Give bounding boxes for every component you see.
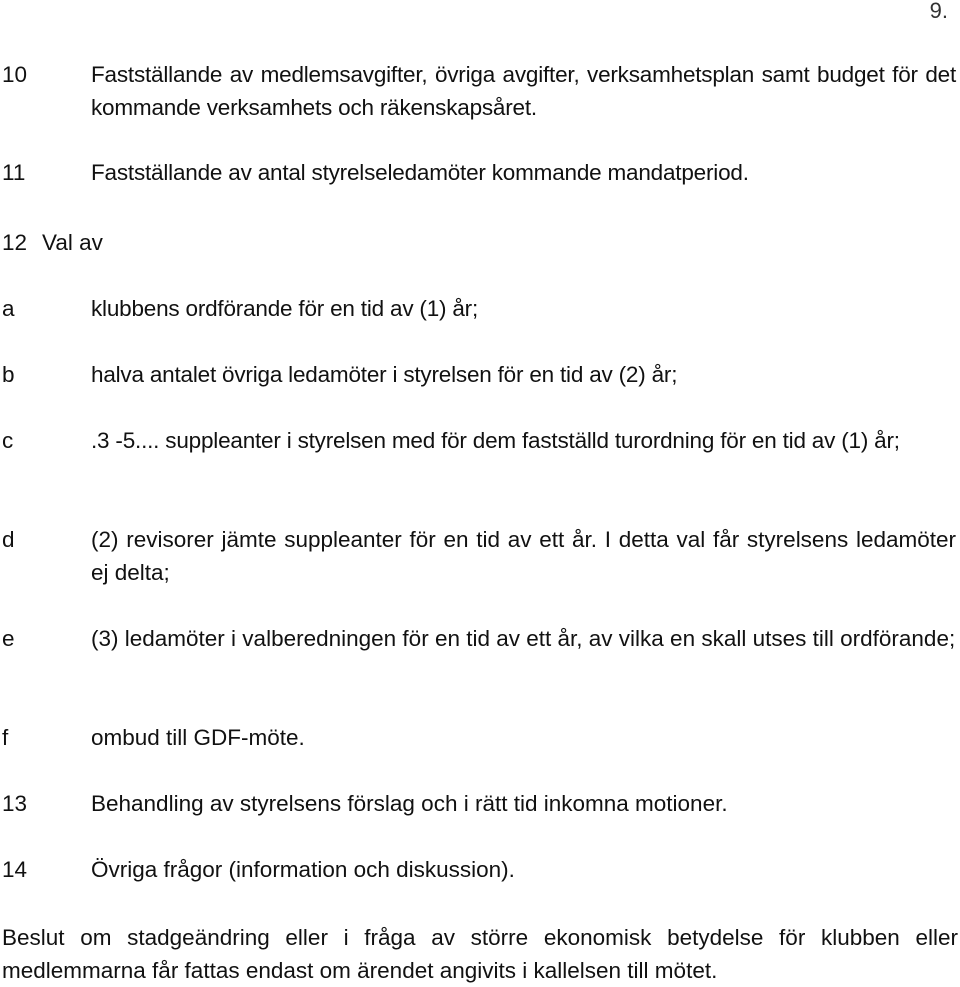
page-number: 9. <box>929 0 948 23</box>
item-letter: b <box>2 362 15 387</box>
item-letter: c <box>2 428 14 453</box>
item-number: 10 <box>2 62 28 87</box>
item-text: klubbens ordförande för en tid av (1) år; <box>91 296 479 321</box>
item-text: (2) revisorer jämte suppleanter för en tid av ett år. I detta val får styrelsens ledamöter ej delta; <box>91 527 956 585</box>
item-text: Fastställande av medlemsavgifter, övriga avgifter, verksamhetsplan samt budget för det kommande verksamhets och räkenskapsåret. <box>91 62 956 120</box>
item-text: Övriga frågor (information och diskussion). <box>91 857 515 882</box>
item-text: ombud till GDF-möte. <box>91 725 305 750</box>
item-text: halva antalet övriga ledamöter i styrelsen för en tid av (2) år; <box>91 362 678 387</box>
item-letter: f <box>2 725 9 750</box>
item-text: .3 -5.... suppleanter i styrelsen med för dem fastställd turordning för en tid av (1) år; <box>91 428 900 453</box>
item-number: 13 <box>2 791 28 816</box>
item-text: Behandling av styrelsens förslag och i rätt tid inkomna motioner. <box>91 791 728 816</box>
item-text: (3) ledamöter i valberedningen för en tid av ett år, av vilka en skall utses till ordförande; <box>91 626 956 651</box>
item-number: 11 <box>2 160 26 185</box>
item-letter: d <box>2 527 15 552</box>
item-number: 14 <box>2 857 28 882</box>
item-text: Val av <box>42 230 103 255</box>
closing-paragraph: Beslut om stadgeändring eller i fråga av större ekonomisk betydelse för klubben eller medlemmarna får fattas endast om ärendet angivits i kallelsen till mötet. <box>2 925 958 983</box>
item-text: Fastställande av antal styrelseledamöter kommande mandatperiod. <box>91 160 749 185</box>
item-number: 12 <box>2 230 28 255</box>
item-letter: a <box>2 296 15 321</box>
item-letter: e <box>2 626 15 651</box>
